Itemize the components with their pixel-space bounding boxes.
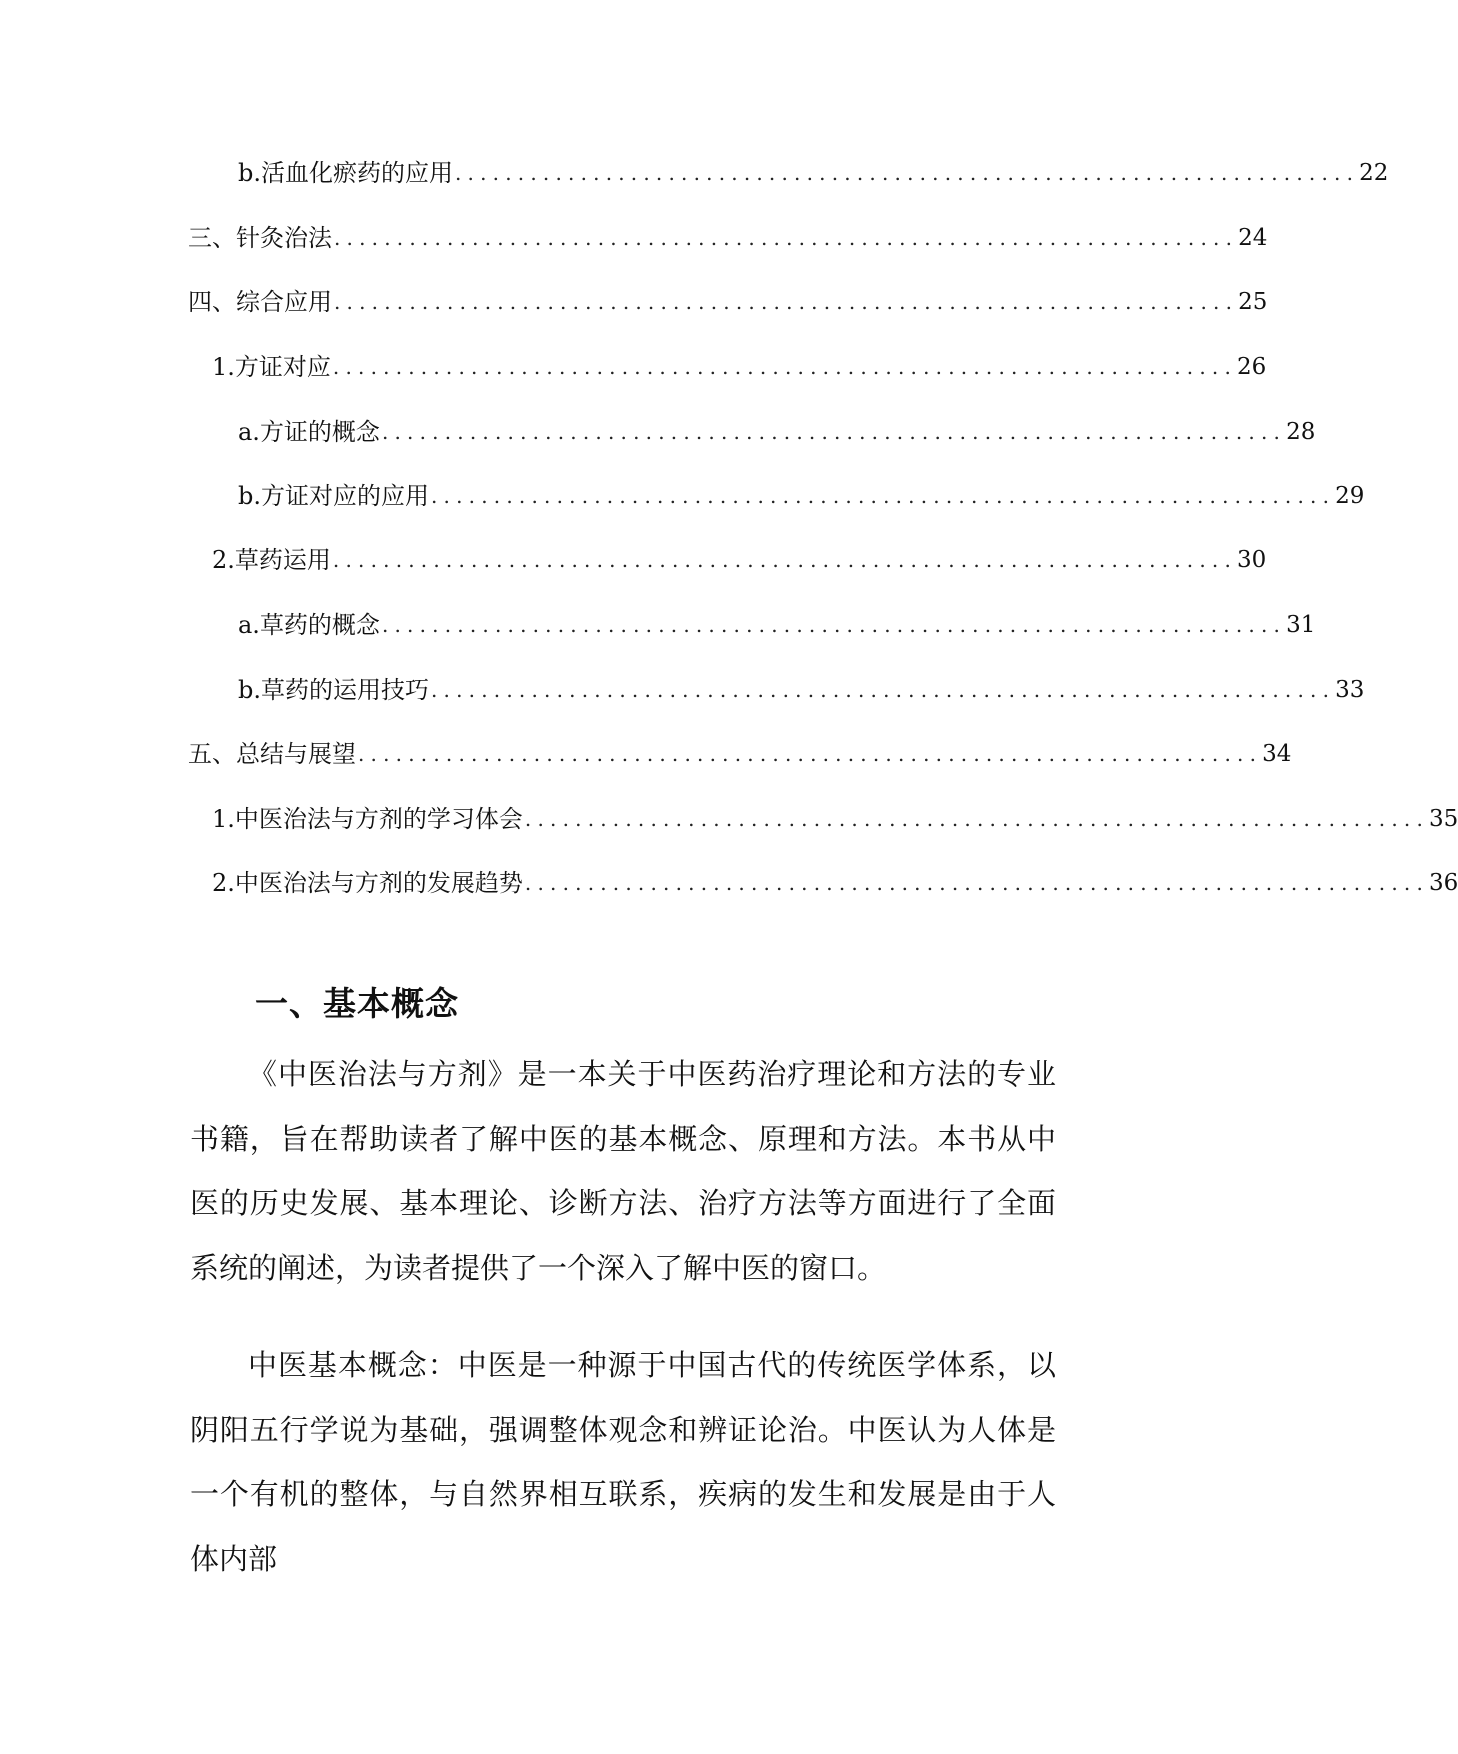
- toc-entry-page: 22: [1359, 160, 1389, 186]
- toc-entry-number: a.: [238, 418, 260, 446]
- toc-entry-page: 33: [1335, 677, 1365, 703]
- toc-entry[interactable]: [238, 471, 1365, 511]
- toc-entry-page: 29: [1335, 483, 1365, 509]
- toc-entry-title: 中医治法与方剂的发展趋势: [234, 869, 523, 897]
- toc-entry-title: 方证对应: [234, 353, 331, 381]
- toc-leader-dots: ........................................................................: [381, 420, 1287, 444]
- body-paragraph: 《中医治法与方剂》是一本关于中医药治疗理论和方法的专业书籍，旨在帮助读者了解中医的基本概念、原理和方法。本书从中医的历史发展、基本理论、诊断方法、治疗方法等方面进行了全面系统的阐述，为读者提供了一个深入了解中医的窗口。: [190, 1057, 1056, 1285]
- toc-entry-page: 25: [1238, 289, 1268, 315]
- toc-entry[interactable]: [238, 407, 1316, 447]
- toc-leader-dots: ........................................................................: [332, 355, 1238, 379]
- toc-entry-page: 35: [1429, 806, 1458, 832]
- toc-entry-number: b.: [238, 159, 261, 187]
- toc-entry[interactable]: [212, 342, 1267, 382]
- toc-leader-dots: ........................................................................: [334, 226, 1239, 250]
- toc-leader-dots: ........................................................................: [524, 807, 1430, 831]
- toc-entry-page: 26: [1237, 354, 1267, 380]
- toc-entry-number: 1.: [212, 353, 235, 381]
- toc-entry-page: 28: [1286, 419, 1316, 445]
- toc-entry-number: 1.: [212, 805, 235, 833]
- toc-entry[interactable]: [188, 213, 1268, 253]
- section-heading: 一、基本概念: [255, 984, 459, 1024]
- toc-entry-title: 活血化瘀药的应用: [261, 159, 453, 187]
- toc-entry-title: 方证对应的应用: [261, 482, 429, 510]
- toc-entry[interactable]: [238, 600, 1316, 640]
- toc-entry-page: 34: [1262, 741, 1292, 767]
- toc-entry-title: 草药的概念: [259, 611, 380, 639]
- toc-entry[interactable]: [188, 277, 1268, 317]
- toc-entry-page: 24: [1238, 225, 1268, 251]
- toc-leader-dots: ........................................................................: [332, 548, 1238, 572]
- toc-entry-title: 草药运用: [234, 546, 331, 574]
- toc-leader-dots: ........................................................................: [524, 871, 1430, 895]
- toc-leader-dots: ........................................................................: [431, 678, 1336, 702]
- toc-leader-dots: ........................................................................: [334, 290, 1239, 314]
- toc-entry[interactable]: [212, 858, 1458, 898]
- toc-entry-number: b.: [238, 676, 261, 704]
- toc-entry-title: 草药的运用技巧: [261, 676, 429, 704]
- toc-entry-number: 2.: [212, 869, 235, 897]
- toc-entry-number: 2.: [212, 546, 235, 574]
- body-paragraph: 中医基本概念：中医是一种源于中国古代的传统医学体系，以阴阳五行学说为基础，强调整体观念和辨证论治。中医认为人体是一个有机的整体，与自然界相互联系，疾病的发生和发展是由于人体内部: [190, 1348, 1056, 1576]
- toc-entry-page: 30: [1237, 547, 1267, 573]
- toc-entry-title: 四、综合应用: [188, 288, 332, 316]
- toc-entry-page: 31: [1286, 612, 1316, 638]
- toc-leader-dots: ........................................................................: [455, 161, 1360, 185]
- toc-entry-title: 五、总结与展望: [188, 740, 356, 768]
- toc-entry-page: 36: [1429, 870, 1458, 896]
- toc-entry[interactable]: [212, 794, 1458, 834]
- toc-leader-dots: ........................................................................: [381, 613, 1287, 637]
- toc-entry[interactable]: [238, 665, 1365, 705]
- toc-entry[interactable]: [238, 148, 1389, 188]
- toc-leader-dots: ........................................................................: [431, 484, 1336, 508]
- toc-entry[interactable]: [212, 535, 1267, 575]
- toc-leader-dots: ........................................................................: [358, 742, 1263, 766]
- toc-entry-title: 中医治法与方剂的学习体会: [234, 805, 523, 833]
- toc-entry[interactable]: [188, 729, 1292, 769]
- toc-entry-title: 方证的概念: [259, 418, 380, 446]
- toc-entry-number: b.: [238, 482, 261, 510]
- toc-entry-title: 三、针灸治法: [188, 224, 332, 252]
- toc-entry-number: a.: [238, 611, 260, 639]
